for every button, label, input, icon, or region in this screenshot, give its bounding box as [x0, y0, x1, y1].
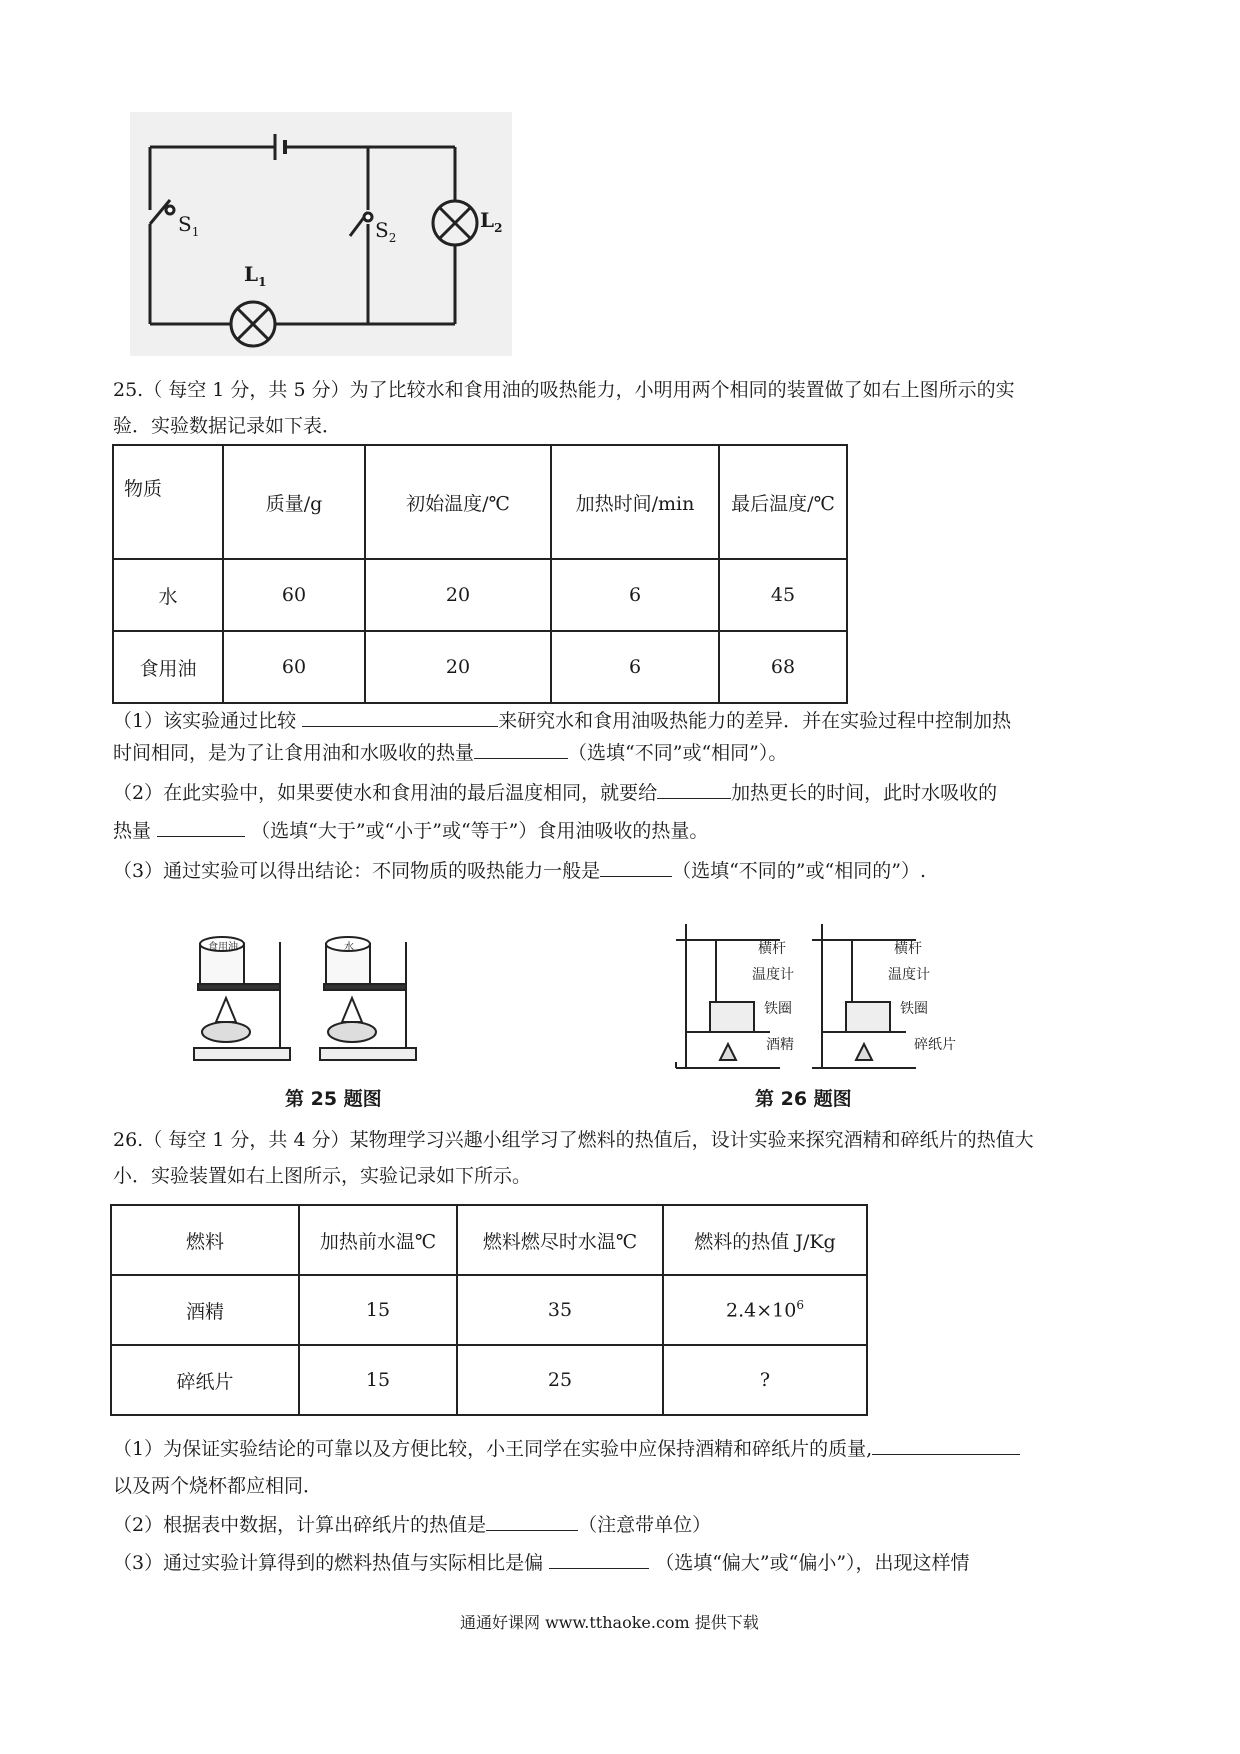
- q25-intro-line1: 25.（ 每空 1 分，共 5 分）为了比较水和食用油的吸热能力，小明用两个相同的装置做了如右上图所示的实: [113, 379, 1015, 401]
- fig25-apparatus: [190, 922, 430, 1074]
- answer-blank[interactable]: [657, 780, 731, 799]
- answer-blank[interactable]: [474, 740, 568, 759]
- answer-blank[interactable]: [157, 818, 245, 837]
- table-header-cell: 物质: [113, 445, 223, 559]
- table-row: [113, 559, 847, 631]
- table-cell: 68: [719, 631, 847, 703]
- table-header-cell: 燃料燃尽时水温℃: [457, 1205, 663, 1275]
- circuit-diagram: [130, 112, 512, 356]
- table-cell: ?: [663, 1345, 867, 1415]
- fig25-oil-label: 食用油: [208, 942, 238, 953]
- q25-table: [112, 444, 848, 704]
- table-header-cell: 质量/g: [223, 445, 365, 559]
- q25-part2-line2: 热量 （选填“大于”或“小于”或“等于”）食用油吸收的热量。: [113, 820, 709, 842]
- answer-blank[interactable]: [549, 1550, 649, 1569]
- fig26-apparatus: [670, 918, 970, 1078]
- table-header-cell: 最后温度/℃: [719, 445, 847, 559]
- s2-label: $S_2$: [375, 218, 397, 245]
- table-header-cell: 加热时间/min: [551, 445, 719, 559]
- s1-label: $S_1$: [178, 212, 200, 239]
- table-cell: 食用油: [113, 631, 223, 703]
- q25-part1-line1: （1）该实验通过比较 来研究水和食用油吸热能力的差异．并在实验过程中控制加热: [113, 710, 1012, 732]
- table-cell: 15: [299, 1275, 457, 1345]
- answer-blank[interactable]: [486, 1512, 578, 1531]
- q25-part3: （3）通过实验可以得出结论：不同物质的吸热能力一般是 （选填“不同的”或“相同的”）.: [113, 860, 926, 882]
- table-row: [113, 631, 847, 703]
- table-cell: $2.4\times 10^6$: [663, 1275, 867, 1345]
- table-cell: 45: [719, 559, 847, 631]
- q26-intro-line2: 小．实验装置如右上图所示，实验记录如下所示。: [113, 1165, 532, 1187]
- q26-intro-line1: 26.（ 每空 1 分，共 4 分）某物理学习兴趣小组学习了燃料的热值后，设计实验来探究酒精和碎纸片的热值大: [113, 1129, 1034, 1151]
- table-cell: 6: [551, 631, 719, 703]
- q25-intro-line2: 验．实验数据记录如下表．: [113, 415, 342, 437]
- table-cell: 酒精: [111, 1275, 299, 1345]
- fig26-caption: 第 26 题图: [755, 1088, 852, 1110]
- table-row: [111, 1345, 867, 1415]
- q26-part1-line1: （1）为保证实验结论的可靠以及方便比较，小王同学在实验中应保持酒精和碎纸片的质量,: [113, 1436, 1020, 1461]
- table-header-cell: 燃料: [111, 1205, 299, 1275]
- table-row: [111, 1275, 867, 1345]
- q26-part1-line2: 以及两个烧杯都应相同．: [113, 1475, 323, 1497]
- q25-part1-line2: 时间相同，是为了让食用油和水吸收的热量 （选填“不同”或“相同”）。: [113, 742, 788, 764]
- table-cell: 20: [365, 631, 551, 703]
- q26-part3: （3）通过实验计算得到的燃料热值与实际相比是偏 （选填“偏大”或“偏小”），出现这样情: [113, 1552, 970, 1574]
- fig26-label: 温度计: [888, 967, 930, 983]
- q25-part2-line1: （2）在此实验中，如果要使水和食用油的最后温度相同，就要给 加热更长的时间，此时水吸收的: [113, 782, 998, 804]
- table-cell: 20: [365, 559, 551, 631]
- l2-label: $L_2$: [480, 208, 503, 235]
- q26-part2: （2）根据表中数据，计算出碎纸片的热值是 （注意带单位）: [113, 1514, 712, 1536]
- fig25-caption: 第 25 题图: [285, 1088, 382, 1110]
- table-cell: 35: [457, 1275, 663, 1345]
- l1-label: $L_1$: [244, 262, 267, 289]
- fig26-label: 碎纸片: [914, 1037, 956, 1053]
- table-cell: 25: [457, 1345, 663, 1415]
- answer-blank[interactable]: [600, 858, 672, 877]
- page-footer: 通通好课网 www.tthaoke.com 提供下载: [460, 1613, 759, 1632]
- fig26-label: 横杆: [894, 941, 922, 957]
- fig26-label: 铁圈: [900, 1001, 928, 1017]
- table-cell: 60: [223, 559, 365, 631]
- table-cell: 水: [113, 559, 223, 631]
- table-header-cell: 燃料的热值 J/Kg: [663, 1205, 867, 1275]
- fig26-label: 温度计: [752, 967, 794, 983]
- table-cell: 6: [551, 559, 719, 631]
- fig26-label: 铁圈: [764, 1001, 792, 1017]
- table-cell: 60: [223, 631, 365, 703]
- fig26-label: 横杆: [758, 941, 786, 957]
- table-header-cell: 初始温度/℃: [365, 445, 551, 559]
- table-cell: 15: [299, 1345, 457, 1415]
- table-cell: 碎纸片: [111, 1345, 299, 1415]
- fig25-water-label: 水: [344, 942, 354, 953]
- fig26-label: 酒精: [766, 1037, 794, 1053]
- answer-blank[interactable]: [302, 708, 498, 727]
- q26-table: [110, 1204, 868, 1416]
- answer-blank[interactable]: [872, 1436, 1020, 1455]
- table-header-cell: 加热前水温℃: [299, 1205, 457, 1275]
